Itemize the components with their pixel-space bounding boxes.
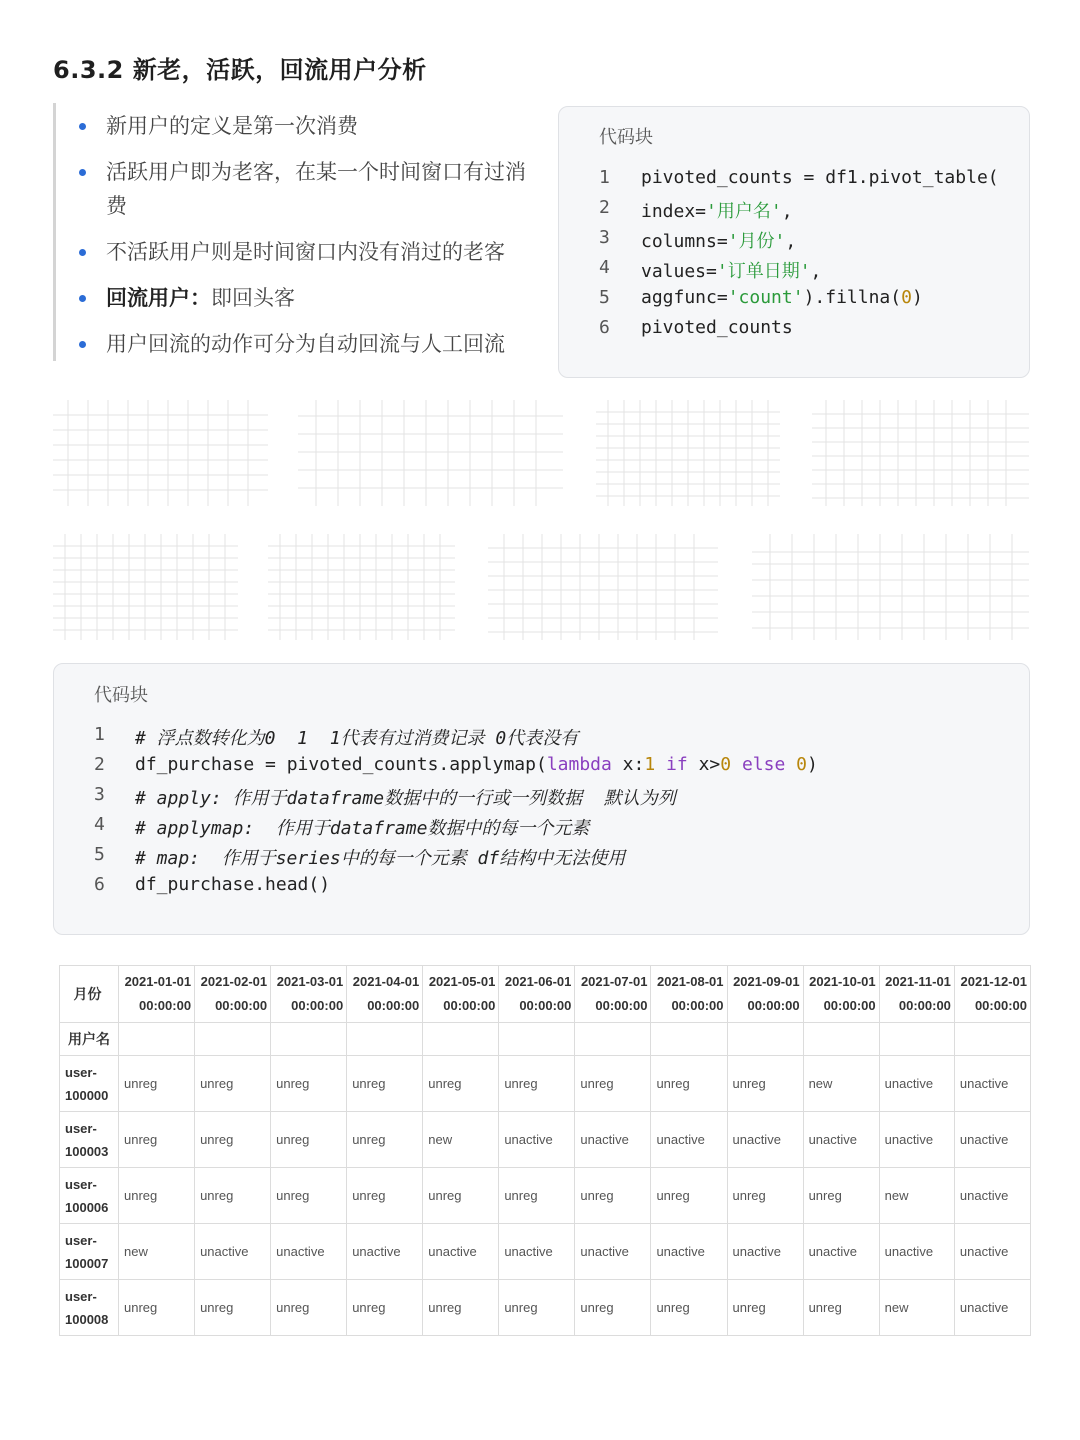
bullet-item: 用户回流的动作可分为自动回流与人工回流 (106, 327, 526, 361)
table-header-row (60, 966, 1031, 1023)
status-cell: unactive (271, 1224, 347, 1280)
status-cell: unreg (651, 1280, 727, 1336)
status-cell: new (879, 1280, 954, 1336)
status-cell: new (119, 1224, 195, 1280)
status-cell: unreg (727, 1280, 803, 1336)
status-cell: new (879, 1168, 954, 1224)
status-cell: unactive (347, 1224, 423, 1280)
status-cell: unactive (879, 1112, 954, 1168)
status-cell: unreg (347, 1056, 423, 1112)
line-number: 6 (599, 317, 610, 338)
line-number: 1 (599, 167, 610, 188)
month-header: 2021-01-01 00:00:00 (119, 966, 195, 1023)
status-cell: unactive (727, 1224, 803, 1280)
line-number: 4 (94, 814, 105, 835)
line-number: 4 (599, 257, 610, 278)
status-cell: unactive (879, 1224, 954, 1280)
month-header: 2021-07-01 00:00:00 (575, 966, 651, 1023)
status-cell: unactive (803, 1224, 879, 1280)
code-block-pivot (558, 106, 1030, 378)
status-cell: unactive (651, 1112, 727, 1168)
code-line: # applymap: 作用于dataframe数据中的每一个元素 (135, 818, 590, 839)
status-cell: unreg (423, 1056, 499, 1112)
table-thumbnail (298, 400, 563, 506)
line-number: 2 (94, 754, 105, 775)
table-thumbnail (752, 534, 1029, 640)
status-cell: unactive (727, 1112, 803, 1168)
code-line: df_purchase = pivoted_counts.applymap(lambda x:1 if x>0 else 0) (135, 754, 818, 775)
status-cell: unreg (727, 1056, 803, 1112)
table-thumbnail (268, 534, 455, 640)
month-header: 2021-10-01 00:00:00 (803, 966, 879, 1023)
status-cell: unreg (651, 1168, 727, 1224)
status-cell: unreg (727, 1168, 803, 1224)
month-header: 2021-08-01 00:00:00 (651, 966, 727, 1023)
line-number: 5 (94, 844, 105, 865)
code-line: # 浮点数转化为0 1 1代表有过消费记录 0代表没有 (135, 728, 579, 749)
table-row (60, 1224, 1031, 1280)
month-header: 2021-03-01 00:00:00 (271, 966, 347, 1023)
user-name-cell: user- 100008 (60, 1280, 119, 1336)
code-line: columns='月份', (641, 231, 797, 252)
status-cell: unreg (575, 1056, 651, 1112)
code-line: df_purchase.head() (135, 874, 331, 895)
bullet-item: 活跃用户即为老客，在某一个时间窗口有过消费 (106, 155, 526, 223)
code-line: # map: 作用于series中的每一个元素 df结构中无法使用 (135, 848, 626, 869)
table-thumbnail (488, 534, 718, 640)
month-header: 2021-12-01 00:00:00 (954, 966, 1030, 1023)
status-cell: unreg (423, 1280, 499, 1336)
code-block-applymap (53, 663, 1030, 935)
status-cell: unreg (271, 1112, 347, 1168)
table-thumbnail (53, 400, 268, 506)
bullet-item: 回流用户：即回头客 (106, 281, 526, 315)
status-cell: unactive (499, 1112, 575, 1168)
status-cell: unactive (575, 1112, 651, 1168)
table-row (60, 1168, 1031, 1224)
user-name-cell: user- 100000 (60, 1056, 119, 1112)
index-header-row (60, 1023, 1031, 1056)
status-cell: unactive (423, 1224, 499, 1280)
status-cell: unreg (499, 1056, 575, 1112)
code-line: values='订单日期', (641, 261, 822, 282)
code-line: pivoted_counts = df1.pivot_table( (641, 167, 999, 188)
section-title: 6.3.2 新老，活跃，回流用户分析 (53, 56, 427, 84)
status-cell: unreg (271, 1056, 347, 1112)
status-cell: unreg (195, 1168, 271, 1224)
status-cell: unactive (954, 1112, 1030, 1168)
status-cell: unreg (119, 1056, 195, 1112)
status-cell: unreg (803, 1280, 879, 1336)
bullet-bold: 回流用户： (106, 286, 211, 310)
status-cell: unactive (954, 1224, 1030, 1280)
status-cell: unreg (119, 1112, 195, 1168)
line-number: 2 (599, 197, 610, 218)
table-row (60, 1280, 1031, 1336)
status-cell: unactive (195, 1224, 271, 1280)
status-cell: unreg (119, 1280, 195, 1336)
status-cell: new (423, 1112, 499, 1168)
user-name-cell: user- 100003 (60, 1112, 119, 1168)
status-cell: unactive (575, 1224, 651, 1280)
status-cell: unreg (499, 1280, 575, 1336)
status-cell: unactive (651, 1224, 727, 1280)
status-cell: unreg (271, 1280, 347, 1336)
status-cell: unactive (499, 1224, 575, 1280)
status-cell: unreg (119, 1168, 195, 1224)
user-name-cell: user- 100007 (60, 1224, 119, 1280)
month-header: 2021-06-01 00:00:00 (499, 966, 575, 1023)
table-thumbnail (812, 400, 1029, 506)
line-number: 3 (94, 784, 105, 805)
table-row (60, 1112, 1031, 1168)
bullet-list (53, 103, 536, 361)
month-header: 2021-04-01 00:00:00 (347, 966, 423, 1023)
month-header: 2021-11-01 00:00:00 (879, 966, 954, 1023)
status-cell: unreg (423, 1168, 499, 1224)
status-cell: unreg (195, 1112, 271, 1168)
status-cell: unreg (499, 1168, 575, 1224)
line-number: 6 (94, 874, 105, 895)
status-cell: unreg (347, 1168, 423, 1224)
month-header: 2021-09-01 00:00:00 (727, 966, 803, 1023)
table-thumbnail (596, 400, 780, 506)
status-cell: unreg (651, 1056, 727, 1112)
status-cell: unactive (803, 1112, 879, 1168)
month-header: 2021-05-01 00:00:00 (423, 966, 499, 1023)
status-cell: unactive (954, 1280, 1030, 1336)
line-number: 3 (599, 227, 610, 248)
status-cell: unreg (347, 1280, 423, 1336)
line-number: 5 (599, 287, 610, 308)
bullet-item: 不活跃用户则是时间窗口内没有消过的老客 (106, 235, 526, 269)
result-table (59, 965, 1031, 1336)
column-header-label: 月份 (60, 966, 119, 1023)
status-cell: unactive (954, 1168, 1030, 1224)
status-cell: unreg (195, 1280, 271, 1336)
table-thumbnail (53, 534, 238, 640)
status-cell: unreg (575, 1168, 651, 1224)
month-header: 2021-02-01 00:00:00 (195, 966, 271, 1023)
status-cell: unactive (879, 1056, 954, 1112)
bullet-item: 新用户的定义是第一次消费 (106, 109, 526, 143)
index-label: 用户名 (60, 1023, 119, 1056)
user-name-cell: user- 100006 (60, 1168, 119, 1224)
status-cell: unreg (575, 1280, 651, 1336)
status-cell: unreg (347, 1112, 423, 1168)
status-cell: unactive (954, 1056, 1030, 1112)
line-number: 1 (94, 724, 105, 745)
status-cell: unreg (195, 1056, 271, 1112)
code-line: # apply: 作用于dataframe数据中的一行或一列数据 默认为列 (135, 788, 676, 809)
code-block-caption: 代码块 (94, 685, 148, 706)
code-line: pivoted_counts (641, 317, 793, 338)
code-line: index='用户名', (641, 201, 793, 222)
table-row (60, 1056, 1031, 1112)
code-line: aggfunc='count').fillna(0) (641, 287, 923, 308)
status-cell: unreg (803, 1168, 879, 1224)
status-cell: unreg (271, 1168, 347, 1224)
code-block-caption: 代码块 (599, 127, 653, 148)
status-cell: new (803, 1056, 879, 1112)
